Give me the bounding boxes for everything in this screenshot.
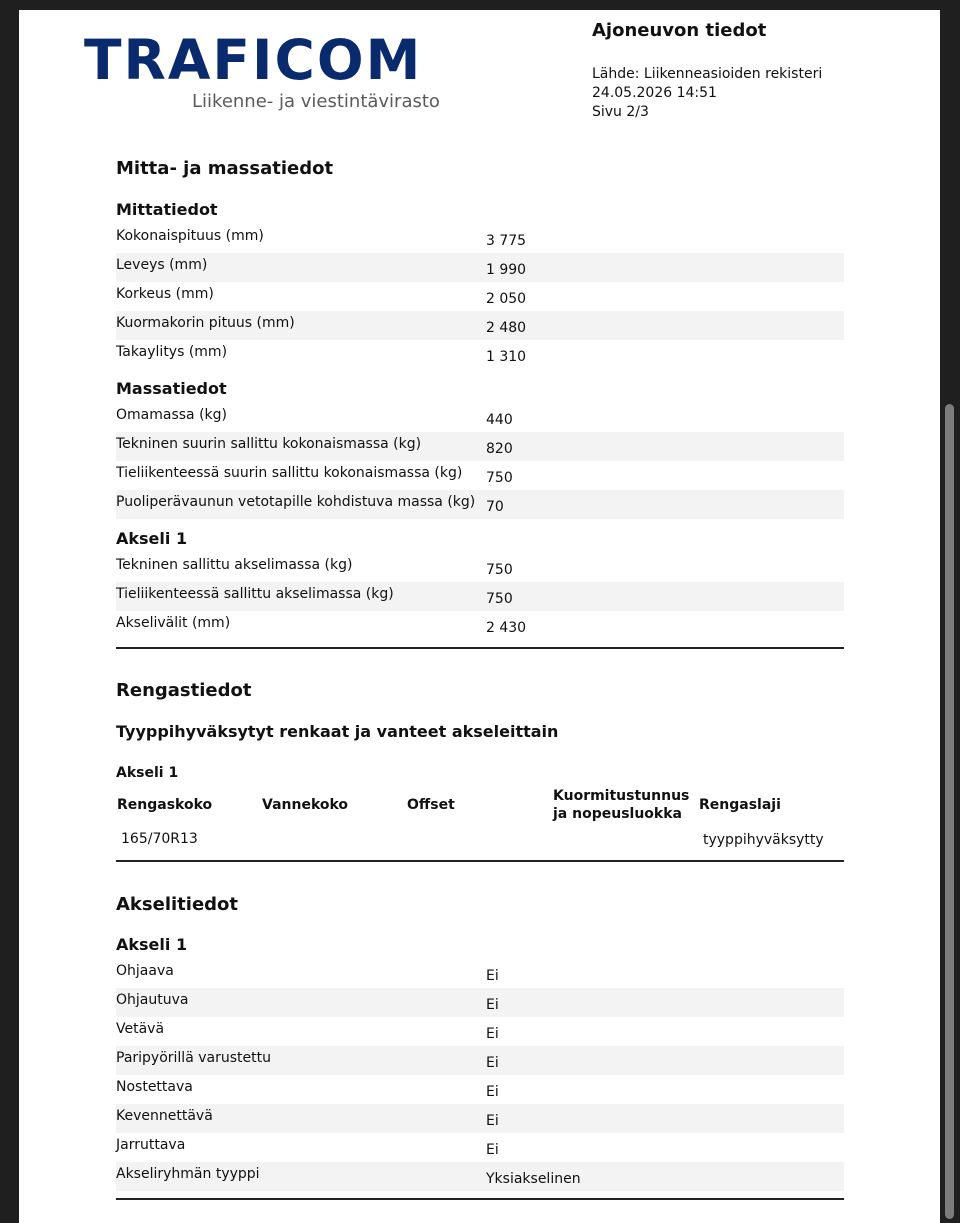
table-row: [116, 432, 844, 461]
row-label: Omamassa (kg): [116, 407, 227, 423]
row-label: Tekninen sallittu akselimassa (kg): [116, 557, 353, 573]
subsection-title-axle1-info: Akseli 1: [116, 935, 188, 954]
subsection-title-masses: Massatiedot: [116, 379, 227, 398]
tyre-type-cell: tyyppihyväksytty: [703, 832, 824, 848]
row-label: Nostettava: [116, 1079, 193, 1095]
row-value: Ei: [486, 1113, 499, 1129]
scrollbar[interactable]: [945, 404, 954, 1219]
column-header-load-speed-line1: Kuormitustunnus: [553, 788, 690, 804]
row-value: Ei: [486, 1084, 499, 1100]
table-row: [116, 611, 844, 640]
table-row: [116, 1017, 844, 1046]
row-value: 440: [486, 412, 513, 428]
row-label: Tieliikenteessä sallittu akselimassa (kg): [116, 586, 394, 602]
row-label: Korkeus (mm): [116, 286, 214, 302]
row-value: Ei: [486, 1026, 499, 1042]
row-value: 820: [486, 441, 513, 457]
section-title-tyres: Rengastiedot: [116, 680, 252, 701]
row-label: Vetävä: [116, 1021, 165, 1037]
row-label: Jarruttava: [116, 1137, 186, 1153]
page-number: Sivu 2/3: [592, 104, 649, 120]
column-header-rim-size: Vannekoko: [262, 797, 349, 813]
row-label: Kuormakorin pituus (mm): [116, 315, 295, 331]
table-row: [116, 282, 844, 311]
row-value: 2 430: [486, 620, 527, 636]
table-row: [116, 224, 844, 253]
row-value: 2 050: [486, 291, 527, 307]
row-label: Akselivälit (mm): [116, 615, 231, 631]
column-header-tyre-type: Rengaslaji: [699, 797, 781, 813]
row-label: Kokonaispituus (mm): [116, 228, 264, 244]
row-label: Leveys (mm): [116, 257, 208, 273]
row-value: Yksiakselinen: [486, 1171, 581, 1187]
section-title-dimensions: Mitta- ja massatiedot: [116, 158, 334, 179]
row-value: 750: [486, 470, 513, 486]
table-row: [116, 959, 844, 988]
table-row: [116, 490, 844, 519]
source-text: Lähde: Liikenneasioiden rekisteri: [592, 66, 823, 82]
row-value: Ei: [486, 1055, 499, 1071]
logo-subtitle: Liikenne- ja viestintävirasto: [192, 91, 440, 112]
section-divider: [116, 647, 844, 649]
table-row: [116, 1104, 844, 1133]
table-row: [116, 1162, 844, 1191]
row-value: Ei: [486, 1142, 499, 1158]
subsection-title-axle1: Akseli 1: [116, 529, 188, 548]
row-label: Ohjautuva: [116, 992, 189, 1008]
column-header-tyre-size: Rengaskoko: [117, 797, 213, 813]
table-row: [116, 253, 844, 282]
table-row: [116, 461, 844, 490]
table-row: [116, 553, 844, 582]
section-title-axles: Akselitiedot: [116, 894, 239, 915]
row-value: 1 310: [486, 349, 527, 365]
table-row: [116, 582, 844, 611]
row-label: Kevennettävä: [116, 1108, 213, 1124]
row-label: Ohjaava: [116, 963, 174, 979]
traficom-logo: TRAFICOM: [84, 28, 423, 92]
row-label: Paripyörillä varustettu: [116, 1050, 271, 1066]
row-value: 750: [486, 562, 513, 578]
table-row: [116, 1133, 844, 1162]
subsection-title-measurements: Mittatiedot: [116, 200, 218, 219]
row-value: 3 775: [486, 233, 527, 249]
row-label: Takaylitys (mm): [116, 344, 228, 360]
table-row: [116, 340, 844, 369]
subsection-title-approved-tyres: Tyyppihyväksytyt renkaat ja vanteet akseleittain: [116, 722, 559, 741]
row-value: 1 990: [486, 262, 527, 278]
tyre-axle-title: Akseli 1: [116, 765, 179, 781]
document-title: Ajoneuvon tiedot: [592, 20, 767, 41]
print-datetime: 24.05.2026 14:51: [592, 85, 717, 101]
section-divider: [116, 860, 844, 862]
tyre-size-cell: 165/70R13: [121, 831, 198, 847]
column-header-offset: Offset: [407, 797, 455, 813]
row-value: 2 480: [486, 320, 527, 336]
row-label: Puoliperävaunun vetotapille kohdistuva massa (kg): [116, 494, 476, 510]
row-value: 750: [486, 591, 513, 607]
table-row: [116, 311, 844, 340]
row-label: Tieliikenteessä suurin sallittu kokonaismassa (kg): [116, 465, 463, 481]
row-value: Ei: [486, 997, 499, 1013]
column-header-load-speed-line2: ja nopeusluokka: [553, 806, 682, 822]
row-value: 70: [486, 499, 504, 515]
table-row: [116, 988, 844, 1017]
row-label: Tekninen suurin sallittu kokonaismassa (kg): [116, 436, 422, 452]
section-divider: [116, 1198, 844, 1200]
table-row: [116, 403, 844, 432]
row-label: Akseliryhmän tyyppi: [116, 1166, 260, 1182]
table-row: [116, 1046, 844, 1075]
row-value: Ei: [486, 968, 499, 984]
table-row: [116, 1075, 844, 1104]
